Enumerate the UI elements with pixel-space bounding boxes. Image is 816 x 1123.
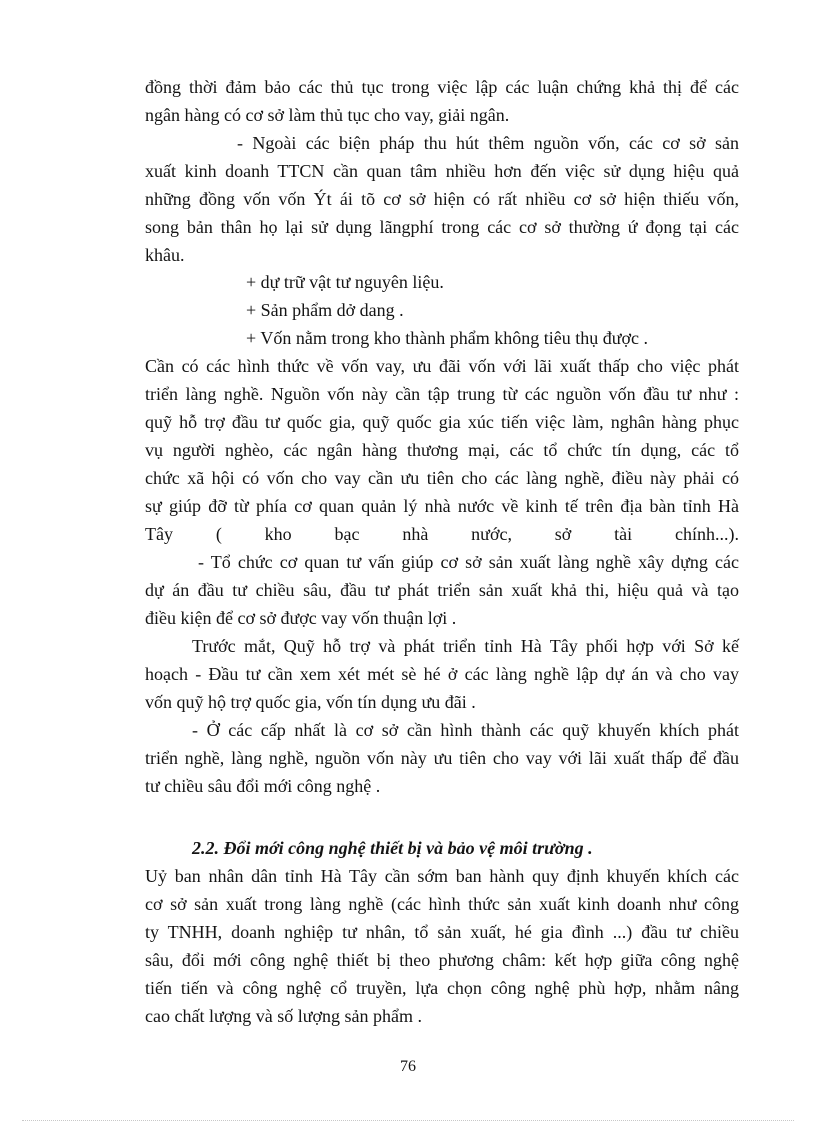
page-bottom-divider <box>22 1120 794 1121</box>
text-line: Uỷ ban nhân dân tỉnh Hà Tây cần sớm ban hành quy định khuyến khích các <box>145 866 739 886</box>
text-line: ngân hàng có cơ sở làm thủ tục cho vay, giải ngân. <box>145 105 510 125</box>
text-line: triển làng nghề. Nguồn vốn này cần tập trung từ các nguồn vốn đầu tư như : <box>145 384 739 404</box>
text-line: - Tổ chức cơ quan tư vấn giúp cơ sở sản xuất làng nghề xây dựng các <box>198 552 739 572</box>
text-line: Trước mắt, Quỹ hỗ trợ và phát triển tỉnh Hà Tây phối hợp với Sở kế <box>192 636 739 656</box>
text-line: - Ở các cấp nhất là cơ sở cần hình thành các quỹ khuyến khích phát <box>192 720 739 740</box>
text-line: tiến tiến và công nghệ cổ truyền, lựa chọn công nghệ phù hợp, nhằm nâng <box>145 978 739 998</box>
page-number: 76 <box>400 1058 416 1075</box>
text-line: tư chiều sâu đổi mới công nghệ . <box>145 776 381 796</box>
text-line: cao chất lượng và số lượng sản phẩm . <box>145 1006 422 1026</box>
text-line: hoạch - Đầu tư cần xem xét mét sè hé ở các làng nghề lập dự án và cho vay <box>145 664 739 684</box>
text-line: chức xã hội có vốn cho vay cần ưu tiên cho các làng nghề, điều này phải có <box>145 468 739 488</box>
list-item: + dự trữ vật tư nguyên liệu. <box>246 272 444 292</box>
text-line: vụ người nghèo, các ngân hàng thương mại, các tổ chức tín dụng, các tổ <box>145 440 739 460</box>
text-line: triển nghề, làng nghề, nguồn vốn này ưu tiên cho vay với lãi xuất thấp để đầu <box>145 748 739 768</box>
text-line: xuất kinh doanh TTCN cần quan tâm nhiều hơn đến việc sử dụng hiệu quả <box>145 161 739 181</box>
text-line: khâu. <box>145 245 185 265</box>
text-line: Cần có các hình thức về vốn vay, ưu đãi vốn với lãi xuất thấp cho việc phát <box>145 356 739 376</box>
text-line: sự giúp đỡ từ phía cơ quan quản lý nhà nước về kinh tế trên địa bàn tỉnh Hà <box>145 496 739 516</box>
list-item: + Vốn nằm trong kho thành phẩm không tiêu thụ được . <box>246 328 649 348</box>
list-item: + Sản phẩm dở dang . <box>246 300 404 320</box>
section-heading: 2.2. Đổi mới công nghệ thiết bị và bảo vệ môi trường . <box>192 838 593 858</box>
text-line: song bản thân họ lại sử dụng lãngphí trong các cơ sở thường ứ đọng tại các <box>145 217 739 237</box>
text-line: - Ngoài các biện pháp thu hút thêm nguồn vốn, các cơ sở sản <box>237 133 739 153</box>
text-line: dự án đầu tư chiều sâu, đầu tư phát triển sản xuất khả thi, hiệu quả và tạo <box>145 580 739 600</box>
text-line: quỹ hỗ trợ đầu tư quốc gia, quỹ quốc gia xúc tiến việc làm, nghân hàng phục <box>145 412 739 432</box>
text-line: những đồng vốn vốn Ýt ái tõ cơ sở hiện có rất nhiều cơ sở hiện thiếu vốn, <box>145 189 739 209</box>
text-line: đồng thời đảm bảo các thủ tục trong việc lập các luận chứng khả thị để các <box>145 77 739 97</box>
text-line: cơ sở sản xuất trong làng nghề (các hình thức sản xuất kinh doanh như công <box>145 894 739 914</box>
text-line: vốn quỹ hộ trợ quốc gia, vốn tín dụng ưu đãi . <box>145 692 476 712</box>
text-line: Tây ( kho bạc nhà nước, sở tài chính...). <box>145 524 739 544</box>
text-line: sâu, đổi mới công nghệ thiết bị theo phương châm: kết hợp giữa công nghệ <box>145 950 739 970</box>
text-line: ty TNHH, doanh nghiệp tư nhân, tổ sản xuất, hé gia đình ...) đầu tư chiều <box>145 922 739 942</box>
text-line: điều kiện để cơ sở được vay vốn thuận lợi . <box>145 608 457 628</box>
